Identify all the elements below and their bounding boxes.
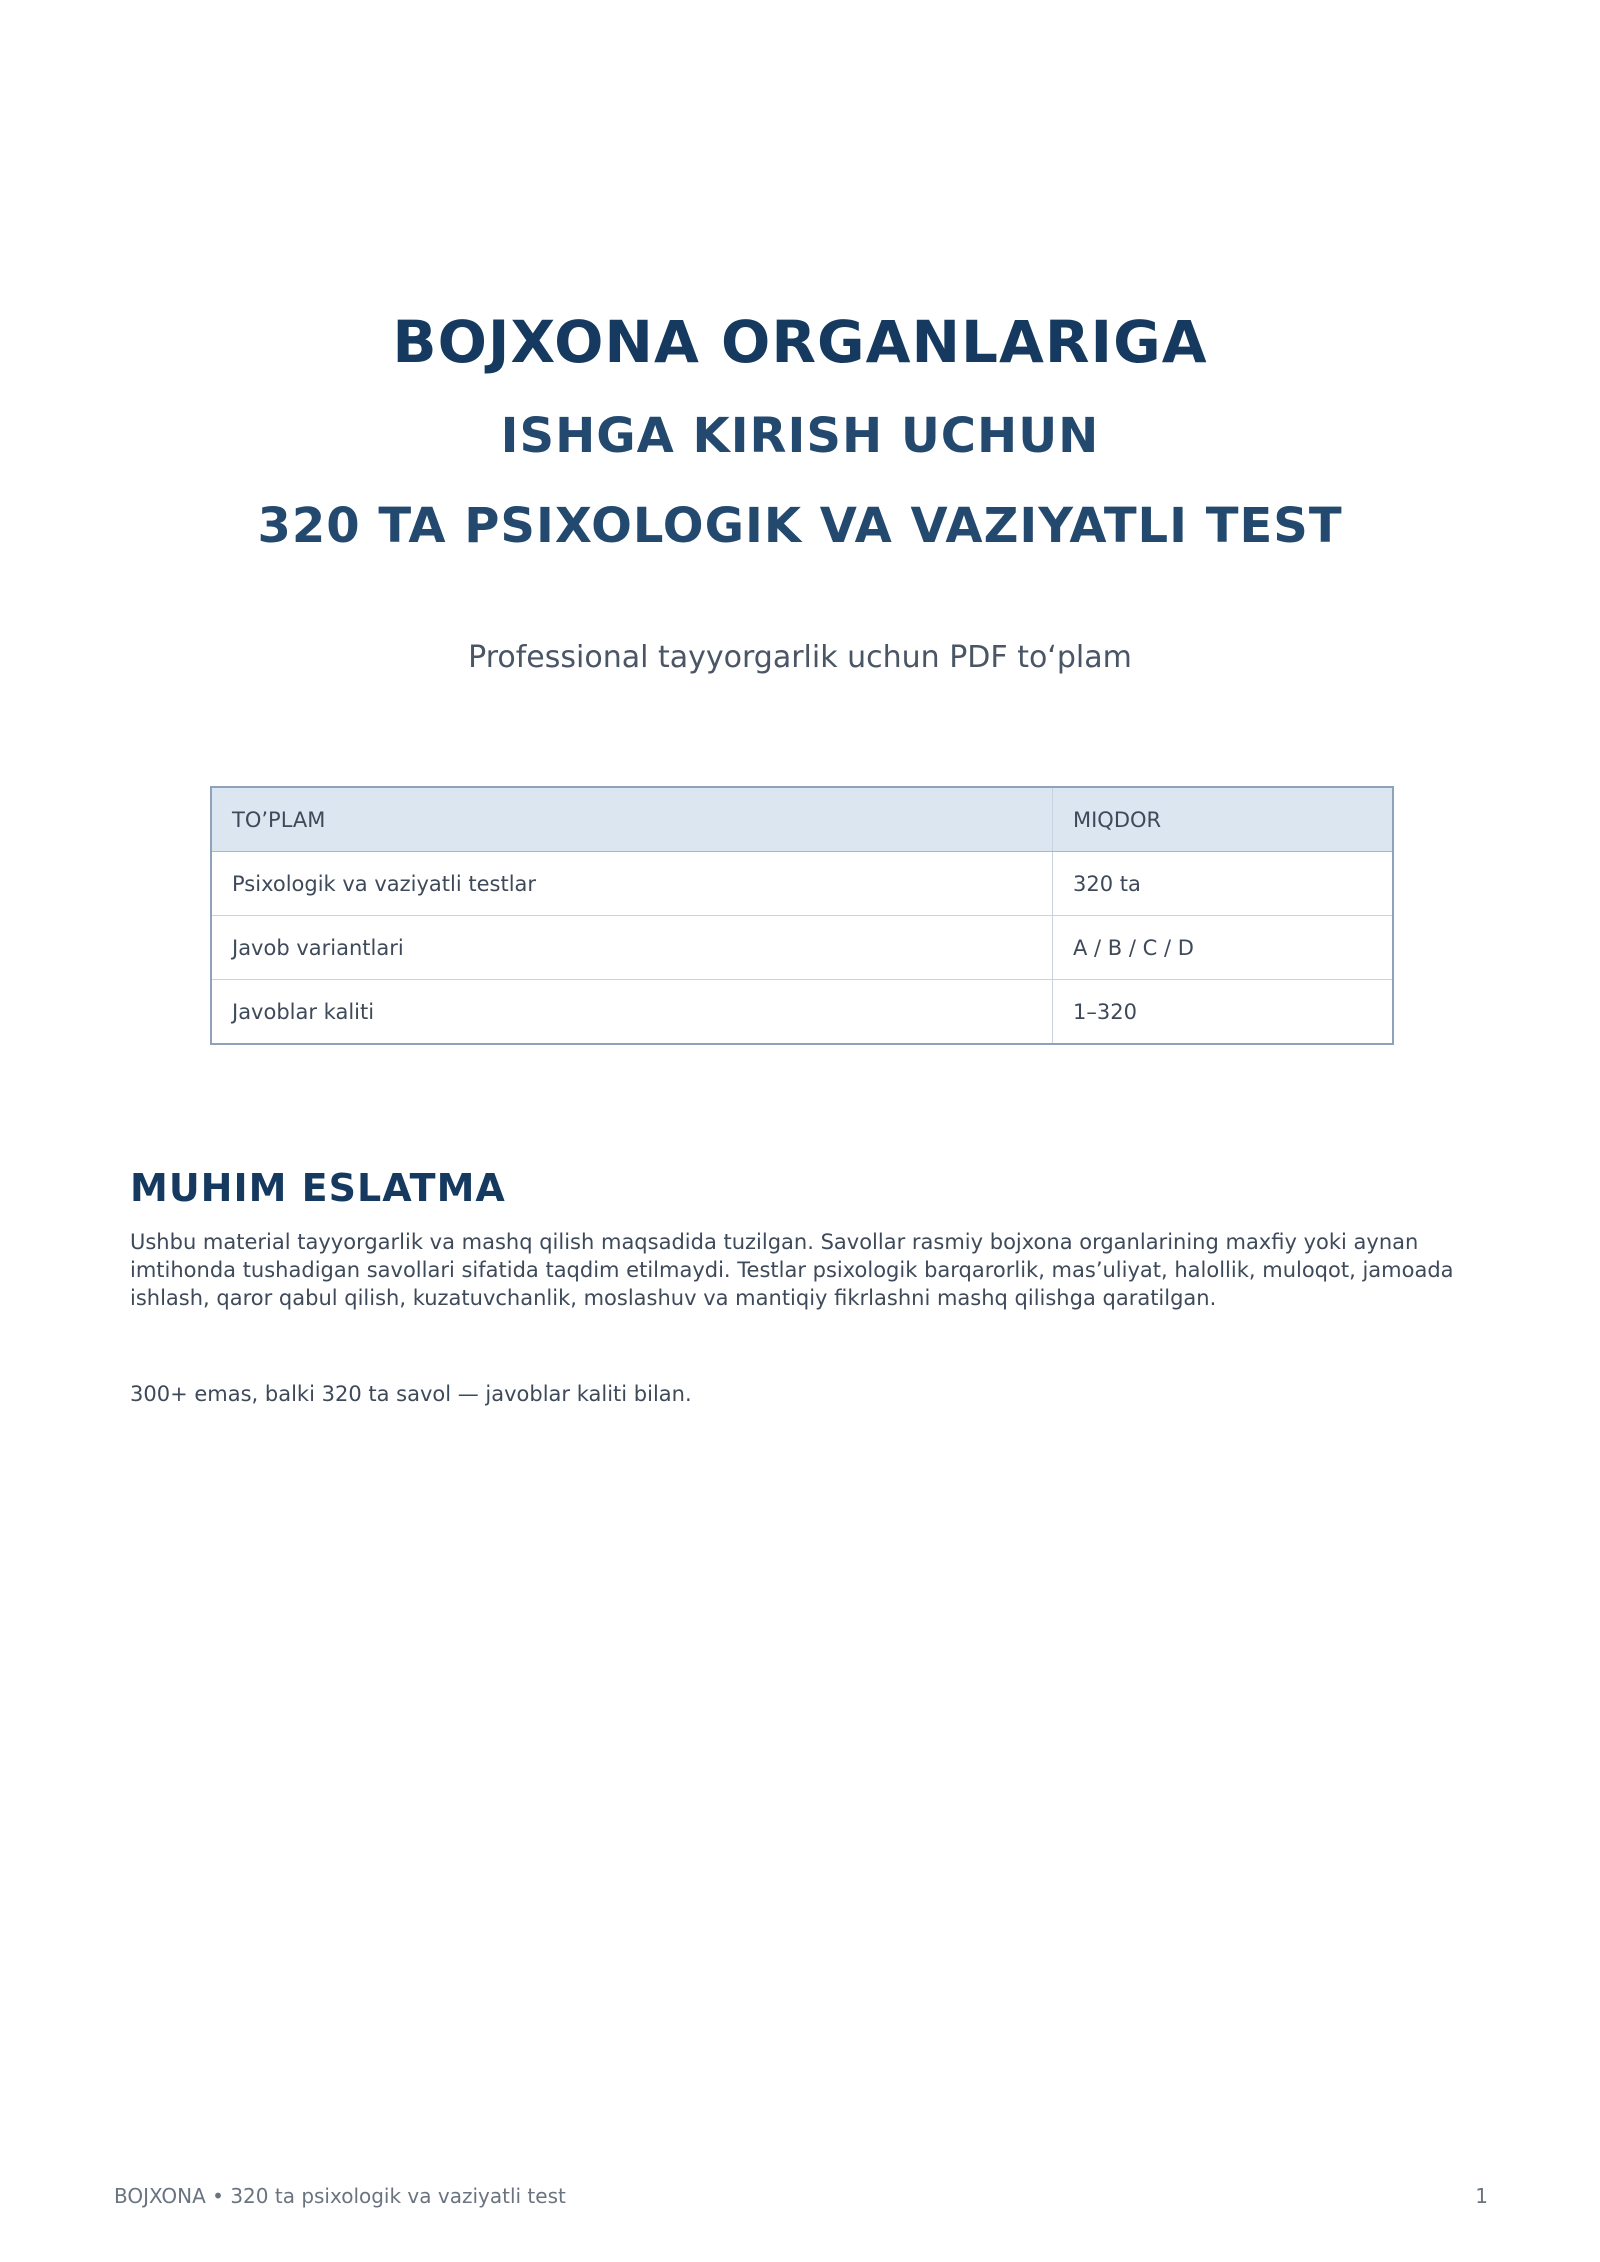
footer-text: BOJXONA • 320 ta psixologik va vaziyatli test (114, 2184, 566, 2208)
title-line-2: ISHGA KIRISH UCHUN (500, 408, 1100, 464)
table-cell-value: A / B / C / D (1053, 916, 1394, 980)
table-row (211, 980, 1393, 1045)
table-cell-name: Javob variantlari (211, 916, 1053, 980)
table-header-row (211, 787, 1393, 852)
table-row (211, 916, 1393, 980)
table-cell-name: Javoblar kaliti (211, 980, 1053, 1045)
table-cell-value: 320 ta (1053, 852, 1394, 916)
table-cell-name: Psixologik va vaziyatli testlar (211, 852, 1053, 916)
note-body: Ushbu material tayyorgarlik va mashq qilish maqsadida tuzilgan. Savollar rasmiy bojxona organlarining maxfiy yoki aynan imtihonda tushadigan savollari sifatida taqdim etilmaydi. Testlar psixologik barqarorlik, mas’uliyat, halollik, muloqot, jamoada ishlash, qaror qabul qilish, kuzatuvchanlik, moslashuv va mantiqiy fikrlashni mashq qilishga qaratilgan. (130, 1230, 1454, 1310)
table-header-collection: TO’PLAM (211, 787, 1053, 852)
page-number: 1 (1475, 2184, 1488, 2208)
note-extra: 300+ emas, balki 320 ta savol — javoblar kaliti bilan. (130, 1382, 692, 1406)
title-line-3: 320 TA PSIXOLOGIK VA VAZIYATLI TEST (257, 498, 1343, 554)
title-line-1: BOJXONA ORGANLARIGA (392, 308, 1208, 376)
table-row (211, 852, 1393, 916)
note-heading: MUHIM ESLATMA (130, 1166, 506, 1210)
table-header-quantity: MIQDOR (1053, 787, 1394, 852)
table-cell-value: 1–320 (1073, 999, 1137, 1024)
subtitle: Professional tayyorgarlik uchun PDF to‘plam (468, 640, 1132, 675)
summary-table (210, 786, 1394, 1045)
